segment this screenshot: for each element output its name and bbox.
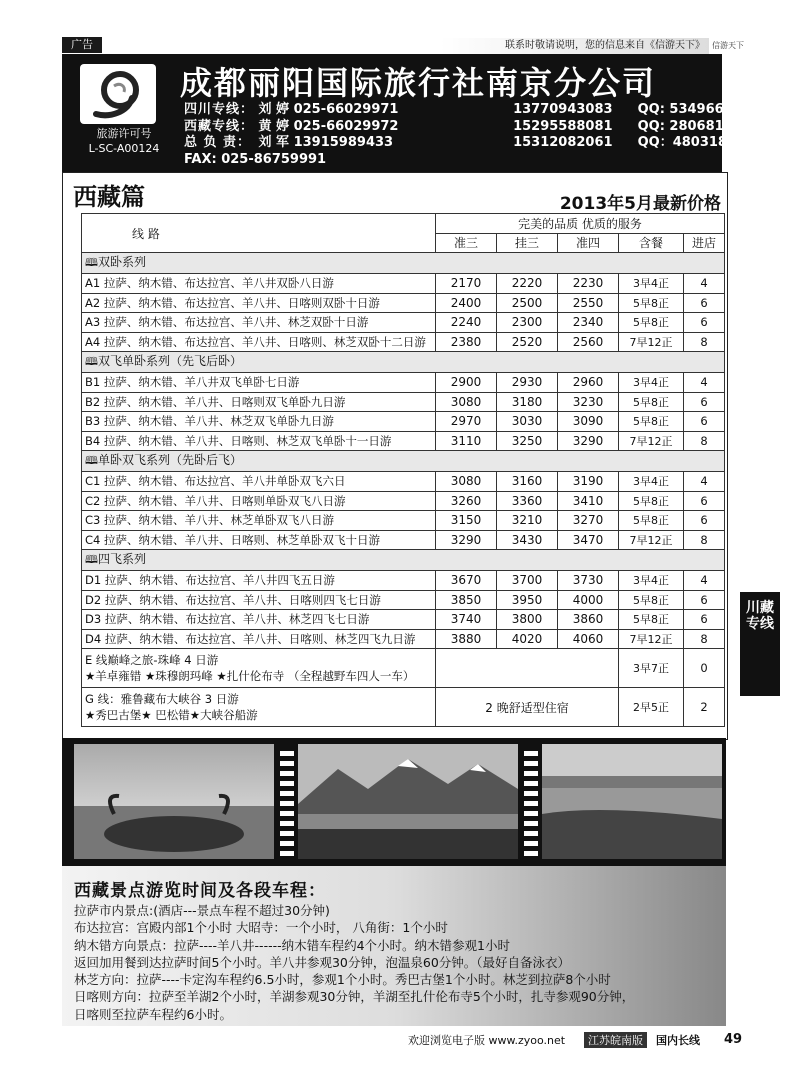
contact-label: 四川专线： (184, 102, 255, 117)
route-cell: C4 拉萨、纳木错、羊八井、日喀则、林芝单卧双飞十日游 (82, 530, 436, 550)
route-cell: C3 拉萨、纳木错、羊八井、林芝单卧双飞八日游 (82, 511, 436, 531)
price-cell: 2960 (558, 373, 619, 393)
contact-label: 西藏专线： (184, 118, 255, 134)
contact-qq: QQ: 534966473 (637, 102, 751, 117)
book-icon: 🕮 (85, 355, 98, 368)
route-cell: B3 拉萨、纳木错、羊八井、林芝双飞单卧九日游 (82, 412, 436, 432)
route-cell: B2 拉萨、纳木错、羊八井、日喀则双飞单卧九日游 (82, 392, 436, 412)
store-cell: 8 (684, 530, 725, 550)
contact-qq: QQ：48031805 (637, 135, 746, 150)
price-cell: 4020 (497, 629, 558, 649)
info-line: 日喀则至拉萨车程约6小时。 (74, 1006, 232, 1022)
store-cell: 6 (684, 293, 725, 313)
table-row (82, 392, 725, 412)
company-logo-icon (80, 64, 156, 124)
route-cell: D1 拉萨、纳木错、布达拉宫、羊八井四飞五日游 (82, 571, 436, 591)
store-cell: 8 (684, 629, 725, 649)
special-route-line: E 线巅峰之旅-珠峰 4 日游 (85, 653, 219, 667)
series-cell (82, 550, 725, 571)
price-cell: 3080 (436, 472, 497, 492)
series-row (82, 550, 725, 571)
col-header: 进店 (684, 233, 725, 253)
contact-row (184, 119, 760, 136)
price-cell: 3290 (436, 530, 497, 550)
contact-mobile: 13770943083 (513, 102, 613, 117)
meal-cell: 5早8正 (619, 491, 684, 511)
price-cell: 3880 (436, 629, 497, 649)
price-cell: 3470 (558, 530, 619, 550)
price-cell: 2550 (558, 293, 619, 313)
col-header: 挂三 (497, 233, 558, 253)
series-name: 双飞单卧系列（先飞后卧） (97, 354, 242, 368)
price-cell: 2900 (436, 373, 497, 393)
section-name: 国内长线 (656, 1034, 700, 1047)
meal-cell: 3早4正 (619, 571, 684, 591)
contact-mobile: 15312082061 (513, 135, 613, 150)
special-row (82, 688, 725, 727)
contact-person-phone: 刘 军 13915989433 (258, 135, 394, 150)
route-cell: A1 拉萨、纳木错、布达拉宫、羊八井双卧八日游 (82, 274, 436, 294)
price-table (81, 213, 725, 727)
price-cell: 3190 (558, 472, 619, 492)
meal-cell: 5早8正 (619, 590, 684, 610)
special-route-line: G 线：雅鲁藏布大峡谷 3 日游 (85, 692, 239, 706)
price-cell: 3160 (497, 472, 558, 492)
sightseeing-info (62, 866, 726, 1026)
table-row (82, 629, 725, 649)
price-cell: 3700 (497, 571, 558, 591)
top-margin (0, 0, 800, 38)
col-header: 准三 (436, 233, 497, 253)
special-note-cell (436, 649, 619, 688)
price-cell: 3290 (558, 431, 619, 451)
contact-qq: QQ: 2806817485 (637, 118, 760, 134)
meal-cell: 3早4正 (619, 472, 684, 492)
contact-person-phone: 黄 婷 025-66029972 (258, 118, 399, 134)
store-cell: 6 (684, 491, 725, 511)
table-row (82, 571, 725, 591)
special-row (82, 649, 725, 688)
route-cell: D3 拉萨、纳木错、布达拉宫、羊八井、林芝四飞七日游 (82, 610, 436, 630)
col-header: 含餐 (619, 233, 684, 253)
price-table-body (82, 253, 725, 727)
price-cell: 2400 (436, 293, 497, 313)
photo-strip (62, 738, 726, 866)
company-header (62, 54, 760, 172)
meal-cell: 3早4正 (619, 274, 684, 294)
price-cell: 2240 (436, 313, 497, 333)
publication-logo: 信游天下 (712, 41, 744, 50)
price-cell: 3850 (436, 590, 497, 610)
info-line: 日喀则方向：拉萨至羊湖2个小时，羊湖参观30分钟，羊湖至扎什伦布寺5个小时，扎寺参观90分钟， (74, 989, 635, 1005)
store-cell: 8 (684, 431, 725, 451)
price-cell: 3410 (558, 491, 619, 511)
route-cell: C2 拉萨、纳木错、羊八井、日喀则单卧双飞八日游 (82, 491, 436, 511)
price-cell: 2380 (436, 332, 497, 352)
table-row (82, 412, 725, 432)
price-cell: 3950 (497, 590, 558, 610)
store-cell: 6 (684, 610, 725, 630)
license-info (74, 126, 174, 156)
page-footer (62, 1030, 743, 1050)
meal-cell: 7早12正 (619, 530, 684, 550)
info-lines (74, 902, 634, 1023)
price-cell: 3110 (436, 431, 497, 451)
price-cell: 4060 (558, 629, 619, 649)
meal-cell: 2早5正 (619, 688, 684, 727)
price-cell: 3670 (436, 571, 497, 591)
contact-note: 联系时敬请说明，您的信息来自《信游天下》 (440, 38, 709, 54)
table-row (82, 590, 725, 610)
price-cell: 3860 (558, 610, 619, 630)
route-cell: A2 拉萨、纳木错、布达拉宫、羊八井、日喀则双卧十日游 (82, 293, 436, 313)
edition-badge: 江苏皖南版 (584, 1032, 647, 1048)
side-tab: 川藏专线 (740, 592, 780, 696)
store-cell: 8 (684, 332, 725, 352)
price-cell: 3730 (558, 571, 619, 591)
meal-cell: 7早12正 (619, 431, 684, 451)
info-line: 返回加用餐到达拉萨时间5个小时。羊八井参观30分钟，泡温泉60分钟。（最好自备泳衣） (74, 954, 571, 970)
special-route-line: ★秀巴古堡★ 巴松错★大峡谷船游 (85, 708, 258, 722)
price-cell: 2500 (497, 293, 558, 313)
route-cell: D4 拉萨、纳木错、布达拉宫、羊八井、日喀则、林芝四飞九日游 (82, 629, 436, 649)
route-cell: B4 拉萨、纳木错、羊八井、日喀则、林芝双飞单卧十一日游 (82, 431, 436, 451)
price-panel (62, 172, 728, 740)
info-line: 拉萨市内景点:(酒店---景点车程不超过30分钟) (74, 903, 330, 918)
col-header: 准四 (558, 233, 619, 253)
meal-cell: 5早8正 (619, 610, 684, 630)
route-header: 线 路 (82, 214, 436, 253)
table-row (82, 332, 725, 352)
table-row (82, 472, 725, 492)
yak-photo (74, 744, 274, 859)
price-cell: 2560 (558, 332, 619, 352)
license-label: 旅游许可号 (96, 127, 152, 140)
store-cell: 6 (684, 392, 725, 412)
series-cell (82, 253, 725, 274)
route-cell: A4 拉萨、纳木错、布达拉宫、羊八井、日喀则、林芝双卧十二日游 (82, 332, 436, 352)
meal-cell: 3早7正 (619, 649, 684, 688)
series-cell (82, 451, 725, 472)
series-name: 四飞系列 (97, 552, 146, 566)
series-name: 单卧双飞系列（先卧后飞） (97, 453, 242, 467)
price-cell: 3260 (436, 491, 497, 511)
price-cell: 2230 (558, 274, 619, 294)
price-cell: 3090 (558, 412, 619, 432)
route-cell: C1 拉萨、纳木错、布达拉宫、羊八井单卧双飞六日 (82, 472, 436, 492)
store-cell: 2 (684, 688, 725, 727)
contact-label: 总 负 责： (184, 135, 252, 150)
meal-cell: 7早12正 (619, 332, 684, 352)
contact-mobile: 15295588081 (513, 118, 613, 134)
film-sprocket (280, 746, 294, 858)
ad-tag: 广告 (62, 37, 102, 53)
price-cell: 3270 (558, 511, 619, 531)
special-note-cell: 2 晚舒适型住宿 (436, 688, 619, 727)
meal-cell: 3早4正 (619, 373, 684, 393)
table-row (82, 530, 725, 550)
meal-cell: 5早8正 (619, 392, 684, 412)
contact-row (184, 102, 760, 119)
store-cell: 4 (684, 274, 725, 294)
book-icon: 🕮 (85, 256, 98, 269)
store-cell: 6 (684, 511, 725, 531)
section-title: 西藏篇 (73, 182, 145, 211)
price-cell: 4000 (558, 590, 619, 610)
table-row (82, 373, 725, 393)
price-cell: 3030 (497, 412, 558, 432)
meal-cell: 5早8正 (619, 313, 684, 333)
page-number: 49 (724, 1032, 743, 1047)
price-cell: 2340 (558, 313, 619, 333)
mountain-lake-photo (298, 744, 518, 859)
series-name: 双卧系列 (97, 255, 146, 269)
meal-cell: 5早8正 (619, 293, 684, 313)
book-icon: 🕮 (85, 454, 98, 467)
price-cell: 2520 (497, 332, 558, 352)
table-row (82, 274, 725, 294)
fax-row: FAX: 025-86759991 (184, 151, 327, 167)
browse-link[interactable]: 欢迎浏览电子版 www.zyoo.net (408, 1034, 566, 1047)
special-route-line: ★羊卓雍错 ★珠穆朗玛峰 ★扎什伦布寺 （全程越野车四人一车） (85, 669, 415, 683)
series-row (82, 253, 725, 274)
table-row (82, 431, 725, 451)
table-row (82, 293, 725, 313)
price-cell: 3080 (436, 392, 497, 412)
info-line: 纳木错方向景点：拉萨----羊八井------纳木错车程约4个小时。纳木错参观1小时 (74, 937, 511, 953)
series-row (82, 451, 725, 472)
store-cell: 6 (684, 313, 725, 333)
series-row (82, 352, 725, 373)
store-cell: 6 (684, 412, 725, 432)
price-cell: 3180 (497, 392, 558, 412)
store-cell: 0 (684, 649, 725, 688)
meal-cell: 5早8正 (619, 412, 684, 432)
price-cell: 3800 (497, 610, 558, 630)
contact-row (184, 135, 760, 152)
store-cell: 4 (684, 571, 725, 591)
price-cell: 3740 (436, 610, 497, 630)
table-row (82, 511, 725, 531)
price-cell: 3210 (497, 511, 558, 531)
waterfront-photo (542, 744, 722, 859)
price-cell: 3430 (497, 530, 558, 550)
price-cell: 3360 (497, 491, 558, 511)
company-name: 成都丽阳国际旅行社南京分公司 (180, 64, 657, 102)
table-row (82, 313, 725, 333)
store-cell: 4 (684, 472, 725, 492)
store-cell: 6 (684, 590, 725, 610)
route-cell: A3 拉萨、纳木错、布达拉宫、羊八井、林芝双卧十日游 (82, 313, 436, 333)
special-route-cell (82, 649, 436, 688)
info-line: 布达拉宫：宫殿内部1个小时 大昭寺：一个小时， 八角街：1个小时 (74, 920, 448, 936)
contact-list (184, 102, 760, 168)
price-cell: 2300 (497, 313, 558, 333)
special-route-cell (82, 688, 436, 727)
meal-cell: 5早8正 (619, 511, 684, 531)
film-sprocket (524, 746, 538, 858)
price-cell: 2170 (436, 274, 497, 294)
service-header: 完美的品质 优质的服务 (436, 214, 725, 234)
price-cell: 2220 (497, 274, 558, 294)
price-cell: 2930 (497, 373, 558, 393)
price-date: 2013年5月最新价格 (559, 194, 721, 214)
price-cell: 3250 (497, 431, 558, 451)
route-cell: B1 拉萨、纳木错、羊八井双飞单卧七日游 (82, 373, 436, 393)
store-cell: 4 (684, 373, 725, 393)
meal-cell: 7早12正 (619, 629, 684, 649)
price-cell: 3150 (436, 511, 497, 531)
route-cell: D2 拉萨、纳木错、布达拉宫、羊八井、日喀则四飞七日游 (82, 590, 436, 610)
info-line: 林芝方向：拉萨----卡定沟车程约6.5小时，参观1个小时。秀巴古堡1个小时。林芝到拉萨8个小时 (74, 972, 611, 988)
price-cell: 3230 (558, 392, 619, 412)
contact-person-phone: 刘 婷 025-66029971 (258, 102, 399, 117)
series-cell (82, 352, 725, 373)
license-number: L-SC-A00124 (88, 142, 160, 155)
table-row (82, 610, 725, 630)
table-row (82, 491, 725, 511)
info-title: 西藏景点游览时间及各段车程： (74, 881, 326, 901)
book-icon: 🕮 (85, 553, 98, 566)
price-cell: 2970 (436, 412, 497, 432)
